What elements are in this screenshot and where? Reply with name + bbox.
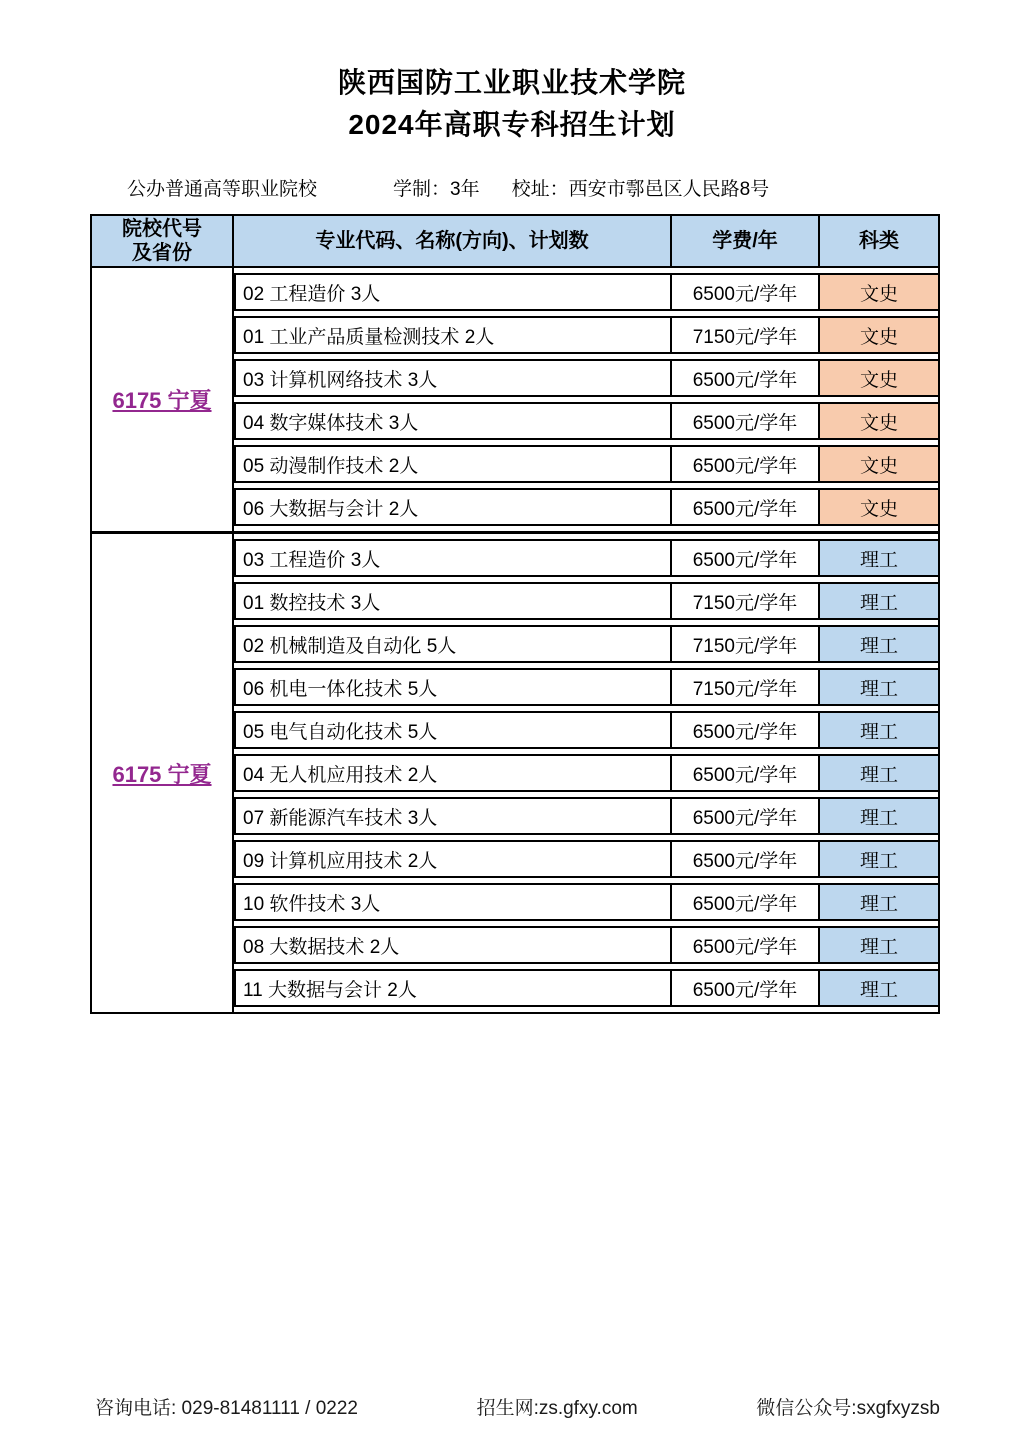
tuition-cell: 6500元/学年 [672, 883, 820, 921]
tuition-cell: 7150元/学年 [672, 625, 820, 663]
tuition-cell: 6500元/学年 [672, 754, 820, 792]
tuition-cell: 6500元/学年 [672, 926, 820, 964]
table-row [234, 926, 938, 964]
table-row [234, 582, 938, 620]
table-row [234, 754, 938, 792]
category-cell: 理工 [820, 539, 938, 577]
category-cell: 文史 [820, 359, 938, 397]
category-cell: 文史 [820, 273, 938, 311]
section-wenshi [92, 268, 938, 531]
category-cell: 理工 [820, 883, 938, 921]
footer-phone: 咨询电话: 029-81481111 / 0222 [95, 1398, 358, 1419]
major-cell: 02 机械制造及自动化 5人 [234, 625, 672, 663]
major-cell: 05 动漫制作技术 2人 [234, 445, 672, 483]
header-category: 科类 [820, 216, 938, 268]
enrollment-plan-table [90, 214, 940, 1014]
table-row [234, 797, 938, 835]
table-row [234, 273, 938, 311]
college-code-link: 6175 宁夏 [112, 388, 212, 413]
table-row [234, 840, 938, 878]
major-cell: 01 数控技术 3人 [234, 582, 672, 620]
category-cell: 理工 [820, 969, 938, 1007]
major-cell: 10 软件技术 3人 [234, 883, 672, 921]
table-row [234, 359, 938, 397]
major-cell: 04 数字媒体技术 3人 [234, 402, 672, 440]
college-code-link: 6175 宁夏 [112, 761, 212, 787]
major-cell: 06 大数据与会计 2人 [234, 488, 672, 526]
table-header-row [92, 216, 938, 268]
section-rows [234, 268, 938, 531]
category-cell: 理工 [820, 711, 938, 749]
table-row [234, 883, 938, 921]
table-row [234, 488, 938, 526]
tuition-cell: 6500元/学年 [672, 969, 820, 1007]
section-ligong [92, 531, 938, 1012]
footer-website: 招生网:zs.gfxy.com [476, 1398, 638, 1419]
major-cell: 09 计算机应用技术 2人 [234, 840, 672, 878]
major-cell: 07 新能源汽车技术 3人 [234, 797, 672, 835]
major-cell: 03 工程造价 3人 [234, 539, 672, 577]
header-college-code [92, 216, 234, 268]
major-cell: 04 无人机应用技术 2人 [234, 754, 672, 792]
table-row [234, 316, 938, 354]
category-cell: 理工 [820, 926, 938, 964]
tuition-cell: 6500元/学年 [672, 711, 820, 749]
major-cell: 01 工业产品质量检测技术 2人 [234, 316, 672, 354]
category-cell: 文史 [820, 316, 938, 354]
category-cell: 理工 [820, 840, 938, 878]
category-cell: 理工 [820, 797, 938, 835]
section-rows [234, 534, 938, 1012]
category-cell: 文史 [820, 402, 938, 440]
page-title: 陕西国防工业职业技术学院 [337, 67, 686, 98]
header-college-line1: 院校代号 [122, 218, 202, 240]
page-footer [95, 1393, 940, 1420]
category-cell: 文史 [820, 488, 938, 526]
major-cell: 06 机电一体化技术 5人 [234, 668, 672, 706]
category-cell: 理工 [820, 754, 938, 792]
table-row [234, 402, 938, 440]
tuition-cell: 6500元/学年 [672, 359, 820, 397]
category-cell: 理工 [820, 625, 938, 663]
category-cell: 理工 [820, 668, 938, 706]
header-college-line2: 及省份 [132, 242, 192, 264]
category-cell: 理工 [820, 582, 938, 620]
table-row [234, 711, 938, 749]
footer-wechat: 微信公众号:sxgfxyzsb [756, 1398, 940, 1419]
tuition-cell: 7150元/学年 [672, 316, 820, 354]
school-info-line [127, 174, 1024, 201]
page-subtitle: 2024年高职专科招生计划 [348, 109, 676, 140]
tuition-cell: 6500元/学年 [672, 402, 820, 440]
tuition-cell: 7150元/学年 [672, 582, 820, 620]
tuition-cell: 7150元/学年 [672, 668, 820, 706]
schooling-label: 学制：3年 [393, 179, 480, 200]
table-row [234, 625, 938, 663]
college-code-cell [92, 268, 234, 531]
major-cell: 08 大数据技术 2人 [234, 926, 672, 964]
tuition-cell: 6500元/学年 [672, 840, 820, 878]
table-row [234, 668, 938, 706]
major-cell: 02 工程造价 3人 [234, 273, 672, 311]
major-cell: 03 计算机网络技术 3人 [234, 359, 672, 397]
major-cell: 05 电气自动化技术 5人 [234, 711, 672, 749]
header-tuition: 学费/年 [672, 216, 820, 268]
table-row [234, 539, 938, 577]
header-major: 专业代码、名称(方向)、计划数 [234, 216, 672, 268]
table-row [234, 969, 938, 1007]
tuition-cell: 6500元/学年 [672, 445, 820, 483]
tuition-cell: 6500元/学年 [672, 488, 820, 526]
tuition-cell: 6500元/学年 [672, 539, 820, 577]
tuition-cell: 6500元/学年 [672, 273, 820, 311]
address-label: 校址：西安市鄠邑区人民路8号 [511, 179, 770, 200]
school-type-label: 公办普通高等职业院校 [127, 179, 318, 200]
college-code-cell [92, 534, 234, 1012]
category-cell: 文史 [820, 445, 938, 483]
major-cell: 11 大数据与会计 2人 [234, 969, 672, 1007]
table-row [234, 445, 938, 483]
tuition-cell: 6500元/学年 [672, 797, 820, 835]
title-block [0, 0, 1024, 146]
